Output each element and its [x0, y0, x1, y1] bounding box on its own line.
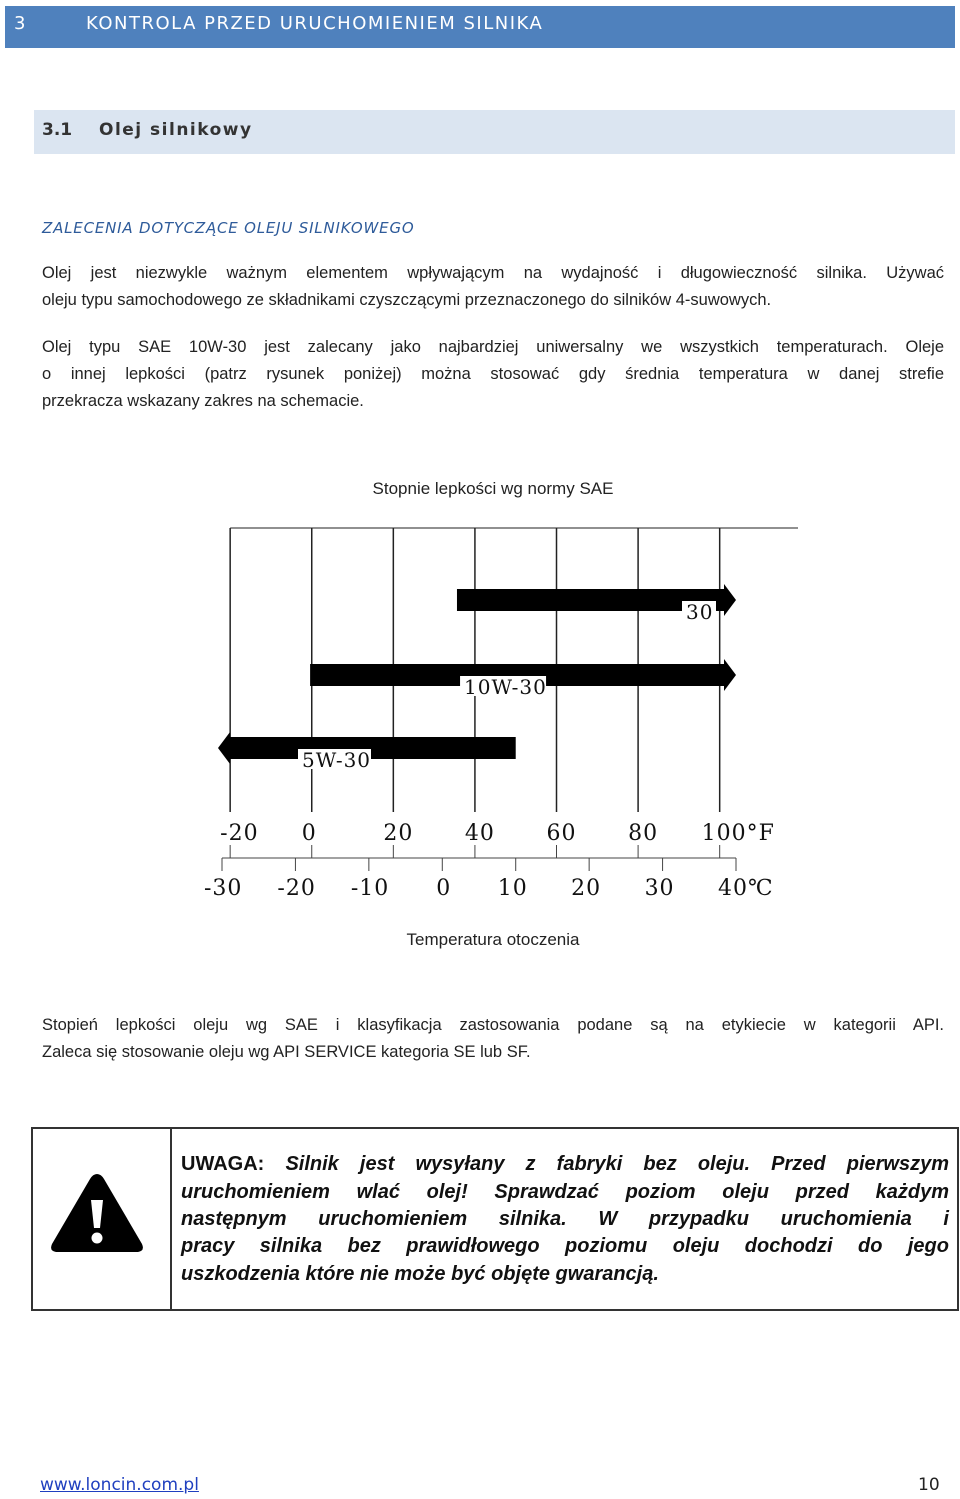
warning-box-divider: [170, 1127, 172, 1311]
sae-viscosity-chart: [188, 520, 798, 905]
warning-label: UWAGA:: [181, 1153, 265, 1175]
footer-website-link[interactable]: www.loncin.com.pl: [40, 1475, 199, 1495]
paragraph-1-line-2: oleju typu samochodowego ze składnikami czyszczącymi przeznaczonego do silników 4-suwowych.: [42, 291, 772, 309]
chart-bars: [218, 584, 736, 772]
paragraph-3-line-1: Stopień lepkości oleju wg SAE i klasyfikacja zastosowania podane są na etykiecie w kategorii API.: [42, 1016, 944, 1034]
warning-line-4: pracy silnika bez prawidłowego poziomu oleju dochodzi do jego: [181, 1235, 949, 1257]
fahrenheit-tick-label-5: 80: [628, 821, 659, 846]
warning-line-5: uszkodzenia które nie może być objęte gwarancją.: [181, 1263, 659, 1285]
fahrenheit-tick-label-4: 60: [546, 821, 577, 846]
warning-line-1: [181, 1153, 949, 1176]
fahrenheit-tick-label-6: 100°F: [701, 821, 775, 846]
subsection-title: Olej silnikowy: [99, 120, 253, 140]
paragraph-3-line-2: Zaleca się stosowanie oleju wg API SERVICE kategoria SE lub SF.: [42, 1043, 531, 1061]
chart-axis: [204, 821, 775, 901]
fahrenheit-tick-label-0: -20: [220, 821, 259, 846]
x-axis-caption: Temperatura otoczenia: [406, 930, 580, 949]
celsius-tick-label-0: -30: [204, 876, 243, 901]
section-title: KONTROLA PRZED URUCHOMIENIEM SILNIKA: [86, 13, 544, 34]
celsius-tick-label-6: 30: [644, 876, 675, 901]
subsection-number: 3.1: [42, 120, 73, 140]
fahrenheit-tick-label-1: 0: [301, 821, 317, 846]
bar-label-30: 30: [686, 600, 714, 624]
celsius-tick-label-5: 20: [571, 876, 602, 901]
celsius-tick-label-3: 0: [436, 876, 452, 901]
warning-line-1-text: Silnik jest wysyłany z fabryki bez oleju. Przed pierwszym: [285, 1153, 950, 1175]
celsius-tick-label-7: 40℃: [718, 876, 774, 901]
celsius-tick-label-1: -20: [277, 876, 316, 901]
warning-triangle-icon: [48, 1170, 146, 1256]
fahrenheit-tick-label-3: 40: [464, 821, 495, 846]
fahrenheit-tick-label-2: 20: [383, 821, 414, 846]
bar-label-5W-30: 5W-30: [302, 748, 372, 772]
paragraph-2-line-1: Olej typu SAE 10W-30 jest zalecany jako najbardziej uniwersalny we wszystkich temperaturach. Oleje: [42, 338, 944, 356]
paragraph-2-line-2: o innej lepkości (patrz rysunek poniżej) można stosować gdy średnia temperatura w danej strefie: [42, 365, 944, 383]
chart-caption: Stopnie lepkości wg normy SAE: [372, 479, 614, 498]
section-number: 3: [14, 13, 27, 34]
recommendations-subheading: ZALECENIA DOTYCZĄCE OLEJU SILNIKOWEGO: [42, 219, 415, 237]
paragraph-2-line-3: przekracza wskazany zakres na schemacie.: [42, 392, 364, 410]
page-number: 10: [918, 1475, 940, 1495]
celsius-tick-label-4: 10: [497, 876, 528, 901]
paragraph-1-line-1: Olej jest niezwykle ważnym elementem wpływającym na wydajność i długowieczność silnika. Używać: [42, 264, 944, 282]
warning-line-3: następnym uruchomieniem silnika. W przypadku uruchomienia i: [181, 1208, 949, 1230]
warning-line-2: uruchomieniem wlać olej! Sprawdzać poziom oleju przed każdym: [181, 1181, 949, 1203]
celsius-tick-label-2: -10: [350, 876, 390, 901]
bar-label-10W-30: 10W-30: [464, 675, 547, 699]
